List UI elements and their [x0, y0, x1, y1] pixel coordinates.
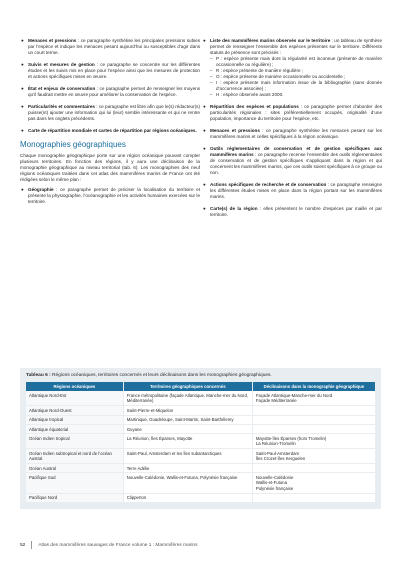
territory-text: Saint-Pierre-et-Miquelon	[126, 407, 174, 413]
section-title: Monographies géographiques	[20, 140, 126, 149]
bullet-text: : ce paragraphe renseigne les différentes études mises en place dans la région portant sur les mammifères marins.	[210, 182, 382, 199]
territory-text: Martinique, Guadeloupe, Saint-Martin, Saint-Barthélemy	[126, 417, 234, 423]
footer-divider	[31, 541, 32, 549]
table-row	[26, 434, 375, 449]
bullet-text: : ce paragraphe recense l’ensemble des outils réglementaires de conservation et de gestion spécifiques s’appliquant dans la région et qui concernent les mammifères marins, que ces outils soient spécifiques à ce groupe ou non.	[210, 152, 382, 175]
region-cell: Pacifique Sud	[26, 473, 124, 493]
table-header-row	[26, 382, 375, 391]
presence-status-item: – O : espèce présente de manière occasionnelle ou accidentelle ;	[210, 74, 382, 80]
table-caption-text: Régions océaniques, territoires concernés et leurs déclinaisons dans les monographies géographiques.	[50, 373, 272, 378]
territory-text: France métropolitaine (façade Atlantique, Manche-mer du Nord, Méditerranée)	[126, 392, 249, 404]
region-cell: Océan Indien subtropical et nord de l’océan Austral	[26, 449, 124, 464]
bullet-item	[202, 206, 382, 218]
territory-text: Saint-Paul, Amsterdam et les îles subantarctiques	[126, 450, 222, 456]
bullet-title: Carte de répartition mondiale et cartes de répartition par régions océaniques.	[28, 128, 197, 133]
bullet-text: : ce paragraphe permet de préciser la localisation du territoire et présente la physiographie, l’océanographie et les activités humaines exercées sur le territoire.	[28, 187, 200, 204]
region-cell: Atlantique équatorial	[26, 425, 124, 434]
declinations-cell	[253, 494, 375, 503]
declinations-cell	[253, 434, 375, 449]
table-row	[26, 473, 375, 493]
declination-text: Mayotte-îles Éparses (hors Tromelin)	[255, 435, 327, 441]
declination-text: Wallis-et-Futuna	[255, 480, 287, 486]
bullet-item	[20, 62, 200, 80]
bullet-title: Actions spécifiques de recherche et de conservation	[210, 182, 327, 187]
table-caption-label: Tableau 6 :	[26, 373, 51, 378]
territory-text: Clipperton	[126, 495, 147, 501]
declination-text: Îles Crozet-îles Kerguelen	[255, 456, 306, 462]
presence-status-item: – H : espèce observée avant 2000.	[210, 92, 382, 98]
right-column	[202, 38, 382, 224]
territory-text: Guyane	[126, 426, 142, 432]
presence-status-item: – I : espèce présente mais information issue de la bibliographie (sans donnée d’occurrence associée) ;	[210, 80, 382, 92]
declination-text: Façade Méditerranée	[255, 398, 297, 404]
page-number: 52	[20, 542, 26, 548]
bullet-title: État et enjeux de conservation	[28, 86, 96, 91]
territories-cell	[124, 416, 253, 425]
header-regions: Régions océaniques	[26, 382, 124, 391]
page-footer	[20, 541, 381, 549]
declination-text: La Réunion-Tromelin	[255, 441, 296, 447]
territory-text: Terre Adélie	[126, 465, 150, 471]
bullet-species-list	[202, 38, 382, 98]
territories-cell	[124, 449, 253, 464]
bullet-title: Menaces et pressions	[28, 38, 77, 43]
region-cell: Océan Indien tropical	[26, 434, 124, 449]
bullet-title: Outils réglementaires de conservation et de gestion spécifiques aux mammifères marins	[210, 146, 382, 157]
table-caption	[26, 372, 375, 379]
territories-cell	[124, 494, 253, 503]
book-title: Atlas des mammifères sauvages de France volume 1 : Mammifères marins	[38, 542, 198, 548]
territories-cell	[124, 434, 253, 449]
left-column	[20, 38, 200, 211]
region-cell: Océan Austral	[26, 464, 124, 473]
bullet-title: Géographie	[28, 187, 54, 192]
bullet-item	[20, 187, 200, 205]
bullet-text: : ce paragraphe est libre afin que le(s) rédacteur(s) puisse(nt) ajouter une information qui lui (leur) semble intéressante et qui ne rentre pas dans les onglets précédents.	[28, 104, 200, 121]
regions-table	[26, 382, 375, 503]
bullet-text: : ce paragraphe synthétise les principales pressions subies par l’espèce et indique les menaces pesant aujourd’hui ou susceptibles d’agir dans un court terme.	[28, 38, 200, 55]
declination-text: Nouvelle-Calédonie	[255, 474, 294, 480]
declinations-cell	[253, 473, 375, 493]
territories-cell	[124, 425, 253, 434]
bullet-item	[20, 104, 200, 122]
bullet-title: Carte(s) de la région	[210, 206, 258, 211]
table-row	[26, 425, 375, 434]
declinations-cell	[253, 464, 375, 473]
bullet-item	[20, 86, 200, 98]
table-row	[26, 494, 375, 503]
table-row	[26, 464, 375, 473]
table-row	[26, 391, 375, 406]
territory-text: La Réunion, Îles Éparses, Mayotte	[126, 435, 193, 441]
bullet-title: Liste des mammifères marins observés sur le territoire	[210, 38, 331, 43]
bullet-title: Suivis et mesures de gestion	[28, 62, 95, 67]
declinations-cell	[253, 449, 375, 464]
declinations-cell	[253, 425, 375, 434]
declinations-cell	[253, 416, 375, 425]
bullet-text: : ce paragraphe se concentre sur les différentes études et les suivis mis en place pour l’espèce ainsi que les mesures de protection et actions spécifiques mises en œuvre.	[28, 62, 200, 79]
bullet-title: Répartition des espèces et populations	[210, 104, 299, 109]
header-declinations: Déclinaisons dans la monographie géographique	[253, 382, 375, 391]
presence-status-item: – R : espèce présente de manière régulière ;	[210, 68, 382, 74]
bullet-item	[202, 146, 382, 176]
declinations-cell	[253, 406, 375, 415]
bullet-item	[20, 128, 200, 134]
territories-cell	[124, 464, 253, 473]
territories-cell	[124, 406, 253, 415]
table-row	[26, 416, 375, 425]
bullet-text: : ce paragraphe synthétise les menaces pesant sur les mammifères marins et celles spécifiques à la région océanique.	[210, 128, 383, 139]
bullet-title: Particularités et commentaires	[28, 104, 95, 109]
territory-text: Nouvelle-Calédonie, Wallis-et-Futuna, Polynésie française	[126, 474, 238, 480]
declination-text: Saint-Paul-Amsterdam	[255, 450, 300, 456]
section-paragraph: Chaque monographie géographique porte sur une région océanique pouvant compter plusieurs territoires. En fonction des régions, il y aura une déclinaison de la monographie géographique au niveau territorial (tab. 6). Les monographies des neuf régions océaniques traitées dans cet atlas des mammifères marins de France ont été rédigées selon le même plan :	[20, 153, 200, 182]
bullet-text: : ce paragraphe permet d’aborder des particularités régionales : sites préférentiellement occupés, originalité d’une population, importance du territoire pour l’espèce, etc.	[210, 104, 382, 121]
header-territories: Territoires géographiques concernés	[124, 382, 253, 391]
bullet-title: Menaces et pressions	[210, 128, 260, 133]
bullet-item	[202, 182, 382, 200]
region-cell: Atlantique Nord-Ouest	[26, 406, 124, 415]
bullet-text: : elles présentent le nombre d’espèces par maille et par territoire.	[210, 206, 383, 217]
table-row	[26, 406, 375, 415]
declination-text: Façade Atlantique-Manche-mer du Nord	[255, 392, 333, 398]
region-cell: Atlantique Nord-Est	[26, 391, 124, 406]
declinations-cell	[253, 391, 375, 406]
bullet-item	[202, 128, 382, 140]
bullet-text: : un tableau de synthèse permet de renseigner l’ensemble des espèces présentes sur le territoire. Différents statuts de présence sont précisés :	[210, 38, 382, 55]
bullet-item	[202, 104, 382, 122]
bullet-text: : ce paragraphe permet de renseigner les moyens qu’il faudrait mettre en œuvre pour améliorer la conservation de l’espèce.	[28, 86, 200, 97]
table-row	[26, 449, 375, 464]
bullet-item	[20, 38, 200, 56]
territories-cell	[124, 473, 253, 493]
table-6	[20, 368, 381, 509]
region-cell: Pacifique Nord	[26, 494, 124, 503]
declination-text: Polynésie française	[255, 485, 294, 491]
territories-cell	[124, 391, 253, 406]
presence-status-item: – P : espèce présente mais dont la régularité est inconnue (présente de manière occasionnelle ou régulière) ;	[210, 56, 382, 68]
region-cell: Atlantique tropical	[26, 416, 124, 425]
